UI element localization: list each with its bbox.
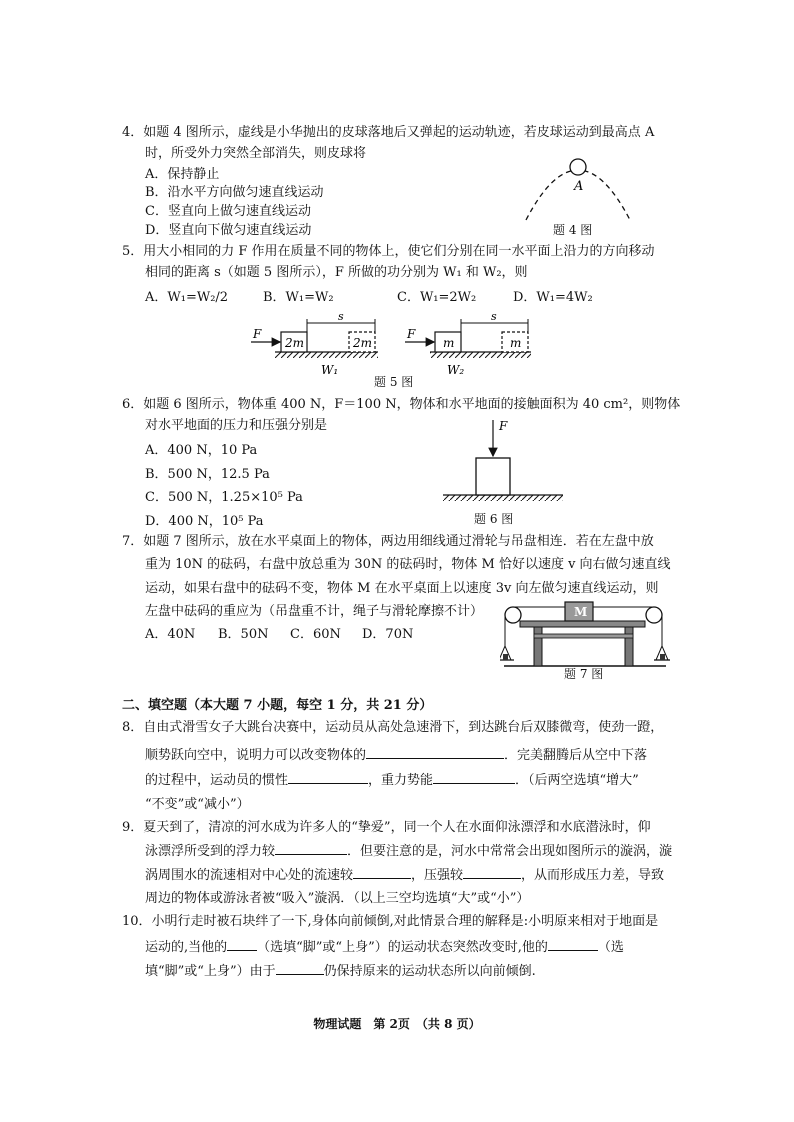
- ball-icon: [570, 159, 586, 175]
- q9-line2: 泳漂浮所受到的浮力较 ．但要注意的是，河水中常常会出现如图所示的漩涡，漩: [145, 844, 673, 859]
- q10-blank-3[interactable]: [276, 962, 324, 975]
- q7-stem-line1: 7．如题 7 图所示，放在水平桌面上的物体，两边用细线通过滑轮与吊盘相连．若在左盘中放: [122, 534, 654, 549]
- q6-figure: [438, 416, 568, 508]
- q7-option-d: D．70N: [362, 627, 414, 642]
- q7-option-a: A．40N: [145, 627, 196, 642]
- svg-text:s: s: [338, 310, 344, 323]
- q8-line2: 顺势跃向空中，说明力可以改变物体的 ．完美翻腾后从空中下落: [145, 748, 648, 763]
- q7-option-b: B．50N: [218, 627, 269, 642]
- q4-figure: [520, 150, 640, 222]
- q5-option-a: A．W₁=W₂/2: [145, 290, 229, 305]
- q8-blank-3[interactable]: [433, 771, 515, 784]
- q8-line3: 的过程中，运动员的惯性 ，重力势能 ．（后两空选填“增大”: [145, 773, 639, 788]
- q8-line4: “不变”或“减小”）: [145, 797, 250, 812]
- q5-option-b: B．W₁=W₂: [263, 290, 334, 305]
- q4-option-a: A．保持静止: [145, 167, 220, 182]
- right-pulley: [646, 607, 662, 623]
- q9-line1: 9．夏天到了，清凉的河水成为许多人的“挚爱”，同一个人在水面仰泳漂浮和水底潜泳时，仰: [122, 820, 651, 835]
- point-a-label: A: [574, 179, 584, 194]
- q7-stem-line2: 重为 10N 的砝码，右盘中放总重为 30N 的砝码时，物体 M 恰好以速度 v 向右做匀速直线: [145, 557, 671, 572]
- q6-figure-caption: 题 6 图: [474, 512, 514, 526]
- q6-stem-line1: 6．如题 6 图所示，物体重 400 N，F＝100 N，物体和水平地面的接触面积为 40 cm²，则物体: [122, 397, 681, 412]
- svg-text:m: m: [443, 336, 455, 350]
- q4-option-b: B．沿水平方向做匀速直线运动: [145, 185, 324, 200]
- q10-blank-2[interactable]: [548, 938, 598, 951]
- q8-blank-2[interactable]: [288, 771, 368, 784]
- block: [476, 458, 510, 495]
- q5-figure-caption: 题 5 图: [374, 375, 414, 389]
- q4-option-d: D．竖直向下做匀速直线运动: [145, 223, 312, 238]
- q9-blank-2[interactable]: [353, 866, 411, 879]
- svg-text:2m: 2m: [353, 336, 373, 350]
- q6-option-a: A．400 N，10 Pa: [145, 443, 258, 458]
- q4-option-c: C．竖直向上做匀速直线运动: [145, 204, 311, 219]
- svg-text:F: F: [499, 419, 508, 433]
- q9-line4: 周边的物体或游泳者被“吸入”漩涡．（以上三空均选填“大”或“小”）: [145, 891, 530, 906]
- q9-blank-3[interactable]: [463, 866, 521, 879]
- q7-stem-line3: 运动，如果右盘中的砝码不变，物体 M 在水平桌面上以速度 3v 向左做匀速直线运动，则: [145, 581, 659, 596]
- svg-text:F: F: [253, 327, 262, 341]
- q5-stem-line1: 5．用大小相同的力 F 作用在质量不同的物体上，使它们分别在同一水平面上沿力的方向移动: [122, 244, 655, 259]
- svg-text:F: F: [407, 327, 416, 341]
- q8-blank-1[interactable]: [366, 746, 504, 759]
- q7-figure-caption: 题 7 图: [564, 667, 604, 681]
- svg-text:2m: 2m: [285, 336, 305, 350]
- q10-line3: 填“脚”或“上身”）由于 仍保持原来的运动状态所以向前倾倒.: [145, 964, 536, 979]
- q10-line2: 运动的,当他的 （选填“脚”或“上身”）的运动状态突然改变时,他的 （选: [145, 940, 624, 955]
- svg-text:M: M: [574, 605, 588, 619]
- q8-line1: 8．自由式滑雪女子大跳台决赛中，运动员从高处急速滑下，到达跳台后双膝微弯，使劲一蹬，: [122, 720, 664, 735]
- q5-option-c: C．W₁=2W₂: [397, 290, 477, 305]
- q4-stem-line1: 4．如题 4 图所示，虚线是小华抛出的皮球落地后又弹起的运动轨迹，若皮球运动到最高点 A: [122, 125, 655, 140]
- q9-line3: 涡周围水的流速相对中心处的流速较 ，压强较 ，从而形成压力差，导致: [145, 868, 665, 883]
- q7-option-c: C．60N: [290, 627, 341, 642]
- q6-option-c: C．500 N，1.25×10⁵ Pa: [145, 490, 303, 505]
- w1-label: W₁: [321, 363, 339, 377]
- q6-option-d: D．400 N，10⁵ Pa: [145, 514, 264, 529]
- q4-figure-caption: 题 4 图: [553, 223, 593, 237]
- left-pulley: [505, 607, 521, 623]
- q7-stem-line4: 左盘中砝码的重应为（吊盘重不计，绳子与滑轮摩擦不计）: [145, 604, 484, 619]
- ball-trajectory: [526, 170, 630, 220]
- q4-stem-line2: 时，所受外力突然全部消失，则皮球将: [145, 146, 367, 161]
- q10-line1: 10．小明行走时被石块绊了一下,身体向前倾倒,对此情景合理的解释是:小明原来相对于地面是: [122, 914, 659, 929]
- q5-stem-line2: 相同的距离 s（如题 5 图所示），F 所做的功分别为 W₁ 和 W₂，则: [145, 265, 528, 280]
- section2-title: 二、填空题（本大题 7 小题，每空 1 分，共 21 分）: [122, 698, 433, 713]
- w2-label: W₂: [447, 363, 465, 377]
- svg-text:m: m: [510, 336, 522, 350]
- svg-text:s: s: [491, 310, 497, 323]
- q5-option-d: D．W₁=4W₂: [513, 290, 593, 305]
- q6-stem-line2: 对水平地面的压力和压强分别是: [145, 418, 328, 433]
- q10-blank-1[interactable]: [227, 938, 257, 951]
- q7-figure: [500, 596, 670, 668]
- q9-blank-1[interactable]: [275, 842, 347, 855]
- q6-option-b: B．500 N，12.5 Pa: [145, 467, 270, 482]
- page-footer: 物理试题 第 2页 （共 8 页）: [313, 1017, 481, 1031]
